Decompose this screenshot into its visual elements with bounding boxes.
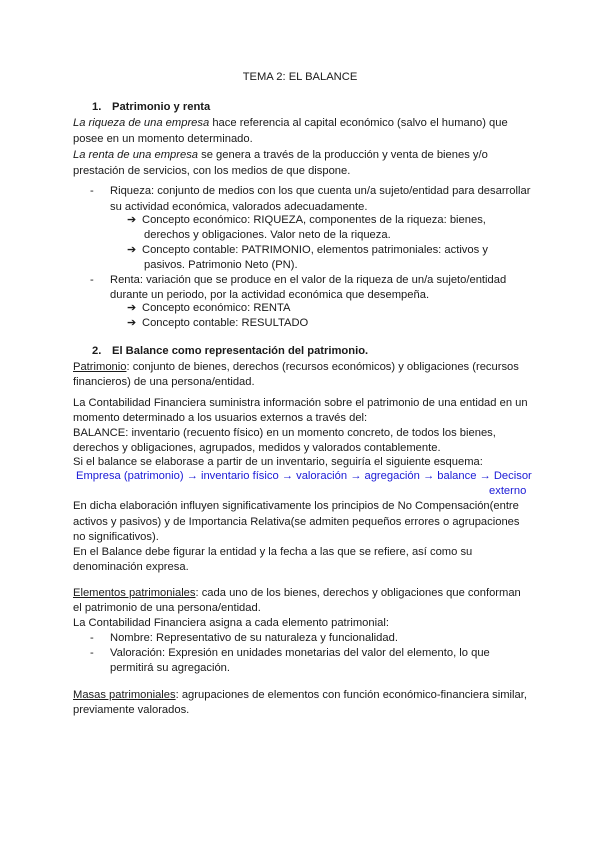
balance-definition-line1: BALANCE: inventario (recuento físico) en un momento concreto, de todos los bienes, — [73, 427, 496, 439]
sub-bullet-riqueza-economico — [127, 212, 486, 228]
renta-empresa-text: se genera a través de la producción y venta de bienes y/o — [198, 149, 488, 161]
sub-bullet-text: Concepto contable: RESULTADO — [142, 317, 309, 329]
section-2-heading — [92, 343, 368, 359]
patrimonio-definition — [73, 359, 519, 375]
arrow-right-icon: ➔ — [127, 317, 137, 329]
section-2-number: 2. — [92, 345, 102, 357]
masas-definition — [73, 687, 527, 703]
page-title: TEMA 2: EL BALANCE — [242, 71, 358, 83]
contabilidad-paragraph-line1: La Contabilidad Financiera suministra información sobre el patrimonio de una entidad en un — [73, 397, 528, 409]
contabilidad-paragraph-line2: momento determinado a los usuarios externos a través del: — [73, 412, 368, 424]
principios-line3: no significativos). — [73, 531, 159, 543]
riqueza-empresa-text: hace referencia al capital económico (salvo el humano) que — [209, 117, 508, 129]
arrow-right-icon: ➔ — [127, 244, 137, 256]
dash-marker: - — [90, 274, 94, 286]
riqueza-empresa-paragraph — [73, 115, 508, 131]
bullet-valoracion — [90, 645, 490, 661]
renta-empresa-term: La renta de una empresa — [73, 149, 199, 161]
patrimonio-definition-line2: financieros) de una persona/entidad. — [73, 376, 255, 388]
bullet-riqueza — [90, 183, 530, 199]
sub-bullet-renta-contable — [127, 315, 308, 331]
bullet-nombre-text: Nombre: Representativo de su naturaleza y funcionalidad. — [110, 632, 398, 644]
sub-bullet-text: Concepto económico: RENTA — [142, 302, 291, 314]
sub-bullet-riqueza-contable — [127, 242, 488, 258]
dash-marker: - — [90, 185, 94, 197]
bullet-riqueza-text: Riqueza: conjunto de medios con los que cuenta un/a sujeto/entidad para desarrollar — [110, 185, 531, 197]
esquema-intro: Si el balance se elaborase a partir de un inventario, seguiría el siguiente esquema: — [73, 456, 483, 468]
masas-text: : agrupaciones de elementos con función económico-financiera similar, — [175, 689, 527, 701]
dash-marker: - — [90, 632, 94, 644]
balance-definition-line2: derechos y obligaciones, agrupados, medidos y valorados contablemente. — [73, 442, 441, 454]
sub-bullet-riqueza-economico-line2: derechos y obligaciones. Valor neto de la riqueza. — [144, 229, 391, 241]
dash-marker: - — [90, 647, 94, 659]
section-1-heading — [92, 99, 210, 115]
elementos-term: Elementos patrimoniales — [73, 587, 196, 599]
sub-bullet-text: Concepto económico: RIQUEZA, componentes de la riqueza: bienes, — [142, 214, 486, 226]
section-2-title: El Balance como representación del patrimonio. — [112, 345, 369, 357]
renta-empresa-paragraph — [73, 147, 488, 163]
elementos-definition — [73, 585, 521, 601]
patrimonio-text: : conjunto de bienes, derechos (recursos económicos) y obligaciones (recursos — [126, 361, 519, 373]
bullet-riqueza-line2: su actividad económica, valorados adecuadamente. — [110, 201, 368, 213]
riqueza-empresa-line2: posee en un momento determinado. — [73, 133, 253, 145]
bullet-valoracion-line2: permitirá su agregación. — [110, 662, 231, 674]
masas-term: Masas patrimoniales — [73, 689, 176, 701]
bullet-nombre — [90, 630, 398, 646]
asigna-line: La Contabilidad Financiera asigna a cada elemento patrimonial: — [73, 617, 389, 629]
arrow-right-icon: ➔ — [127, 302, 137, 314]
principios-line2: activos y pasivos) y de Importancia Relativa(se admiten pequeños errores o agrupaciones — [73, 516, 520, 528]
sub-bullet-text: Concepto contable: PATRIMONIO, elementos patrimoniales: activos y — [142, 244, 488, 256]
principios-line1: En dicha elaboración influyen significativamente los principios de No Compensación(entre — [73, 500, 519, 512]
fecha-line2: denominación expresa. — [73, 561, 189, 573]
section-1-title: Patrimonio y renta — [112, 101, 211, 113]
masas-definition-line2: previamente valorados. — [73, 704, 190, 716]
process-flow-line1: Empresa (patrimonio) → inventario físico → valoración → agregación → balance → Decisor — [76, 470, 532, 482]
patrimonio-term: Patrimonio — [73, 361, 127, 373]
bullet-renta — [90, 272, 506, 288]
bullet-renta-text: Renta: variación que se produce en el valor de la riqueza de un/a sujeto/entidad — [110, 274, 507, 286]
fecha-line1: En el Balance debe figurar la entidad y la fecha a las que se refiere, así como su — [73, 546, 473, 558]
elementos-definition-line2: el patrimonio de una persona/entidad. — [73, 602, 261, 614]
arrow-right-icon: ➔ — [127, 214, 137, 226]
section-1-number: 1. — [92, 101, 102, 113]
renta-empresa-line2: prestación de servicios, con los medios de que dispone. — [73, 165, 351, 177]
process-flow-line2: externo — [489, 485, 527, 497]
elementos-text: : cada uno de los bienes, derechos y obligaciones que conforman — [195, 587, 521, 599]
bullet-valoracion-text: Valoración: Expresión en unidades monetarias del valor del elemento, lo que — [110, 647, 490, 659]
bullet-renta-line2: durante un periodo, por la actividad económica que desempeña. — [110, 289, 430, 301]
sub-bullet-riqueza-contable-line2: pasivos. Patrimonio Neto (PN). — [144, 259, 298, 271]
riqueza-empresa-term: La riqueza de una empresa — [73, 117, 210, 129]
sub-bullet-renta-economico — [127, 300, 290, 316]
